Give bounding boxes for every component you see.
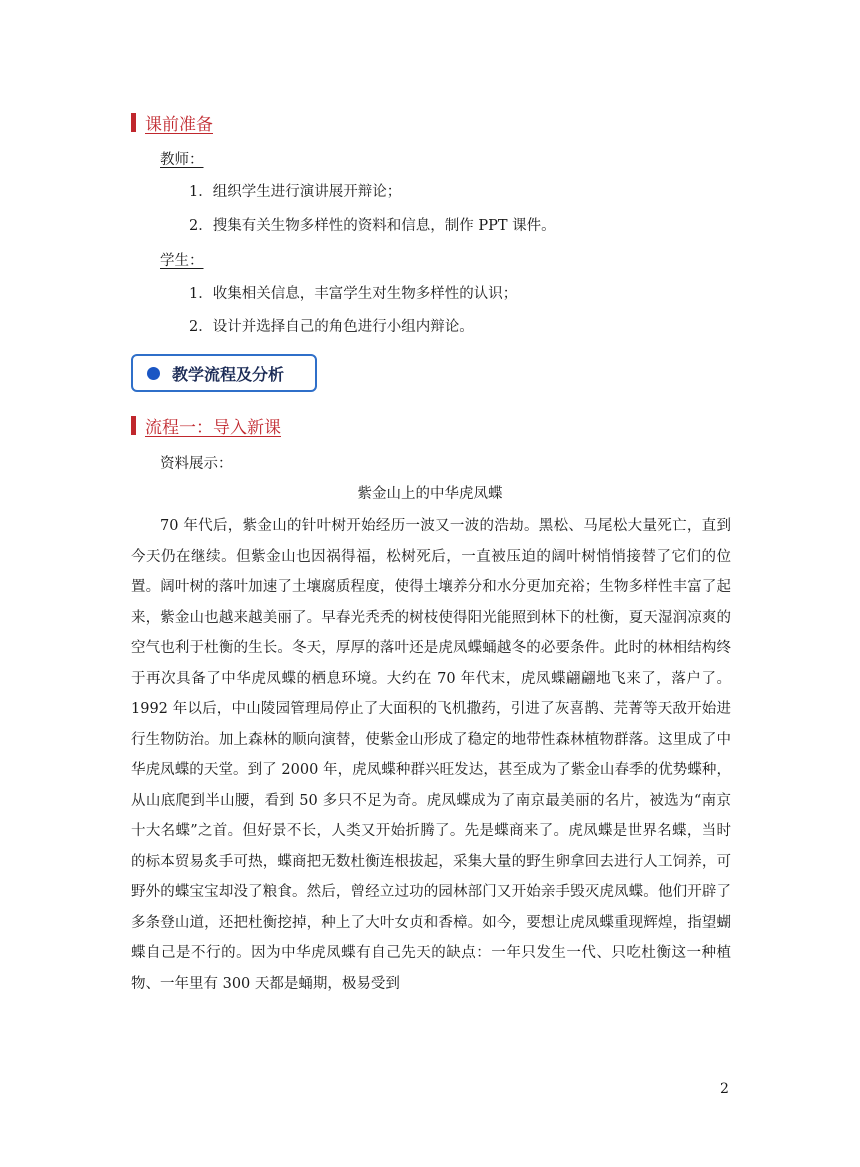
intro-text: 资料展示： xyxy=(160,456,233,472)
banner-box xyxy=(131,354,317,392)
list-item: 1．收集相关信息，丰富学生对生物多样性的认识； xyxy=(189,286,518,302)
list-item: 2．设计并选择自己的角色进行小组内辩论。 xyxy=(189,319,474,335)
page-number: 2 xyxy=(720,1081,729,1097)
heading-bar xyxy=(131,113,136,132)
article-title: 紫金山上的中华虎凤蝶 xyxy=(357,486,503,502)
list-item: 2．搜集有关生物多样性的资料和信息，制作 PPT 课件。 xyxy=(189,218,556,234)
bullet-icon xyxy=(147,367,160,380)
heading-bar xyxy=(131,416,136,435)
banner-label: 教学流程及分析 xyxy=(172,364,285,384)
article-paragraph: 70 年代后，紫金山的针叶树开始经历一波又一波的浩劫。黑松、马尾松大量死亡，直到今天仍在继续。但紫金山也因祸得福，松树死后，一直被压迫的阔叶树悄悄接替了它们的位置。阔叶树的落叶加速了土壤腐质程度，使得土壤养分和水分更加充裕；生物多样性丰富了起来，紫金山也越来越美丽了。早春光秃秃的树枝使得阳光能照到林下的杜衡，夏天湿润凉爽的空气也利于杜衡的生长。冬天，厚厚的落叶还是虎凤蝶蛹越冬的必要条件。此时的林相结构终于再次具备了中华虎凤蝶的栖息环境。大约在 70 年代末，虎凤蝶翩翩地飞来了，落户了。1992 年以后，中山陵园管理局停止了大面积的飞机撒药，引进了灰喜鹊、芫菁等天敌开始进行生物防治。加上森林的顺向演替，使紫金山形成了稳定的地带性森林植物群落。这里成了中华虎凤蝶的天堂。到了 2000 年，虎凤蝶种群兴旺发达，甚至成为了紫金山春季的优势蝶种，从山底爬到半山腰，看到 50 多只不足为奇。虎凤蝶成为了南京最美丽的名片，被选为“南京十大名蝶”之首。但好景不长，人类又开始折腾了。先是蝶商来了。虎凤蝶是世界名蝶，当时的标本贸易炙手可热，蝶商把无数杜衡连根拔起，采集大量的野生卵拿回去进行人工饲养，可野外的蝶宝宝却没了粮食。然后，曾经立过功的园林部门又开始亲手毁灭虎凤蝶。他们开辟了多条登山道，还把杜衡挖掉，种上了大叶女贞和香樟。如今，要想让虎凤蝶重现辉煌，指望蝴蝶自己是不行的。因为中华虎凤蝶有自己先天的缺点：一年只发生一代、只吃杜衡这一种植物、一年里有 300 天都是蛹期，极易受到 xyxy=(131,518,731,992)
section-heading-flow1 xyxy=(131,413,281,437)
section-banner xyxy=(131,354,351,396)
section-heading-text: 课前准备 xyxy=(145,114,213,135)
article-body xyxy=(131,511,731,999)
teacher-label: 教师： xyxy=(160,152,204,168)
section-heading-text: 流程一：导入新课 xyxy=(145,417,281,438)
section-heading-prep xyxy=(131,110,213,134)
list-item: 1．组织学生进行演讲展开辩论； xyxy=(189,184,402,200)
student-label: 学生： xyxy=(160,253,204,269)
